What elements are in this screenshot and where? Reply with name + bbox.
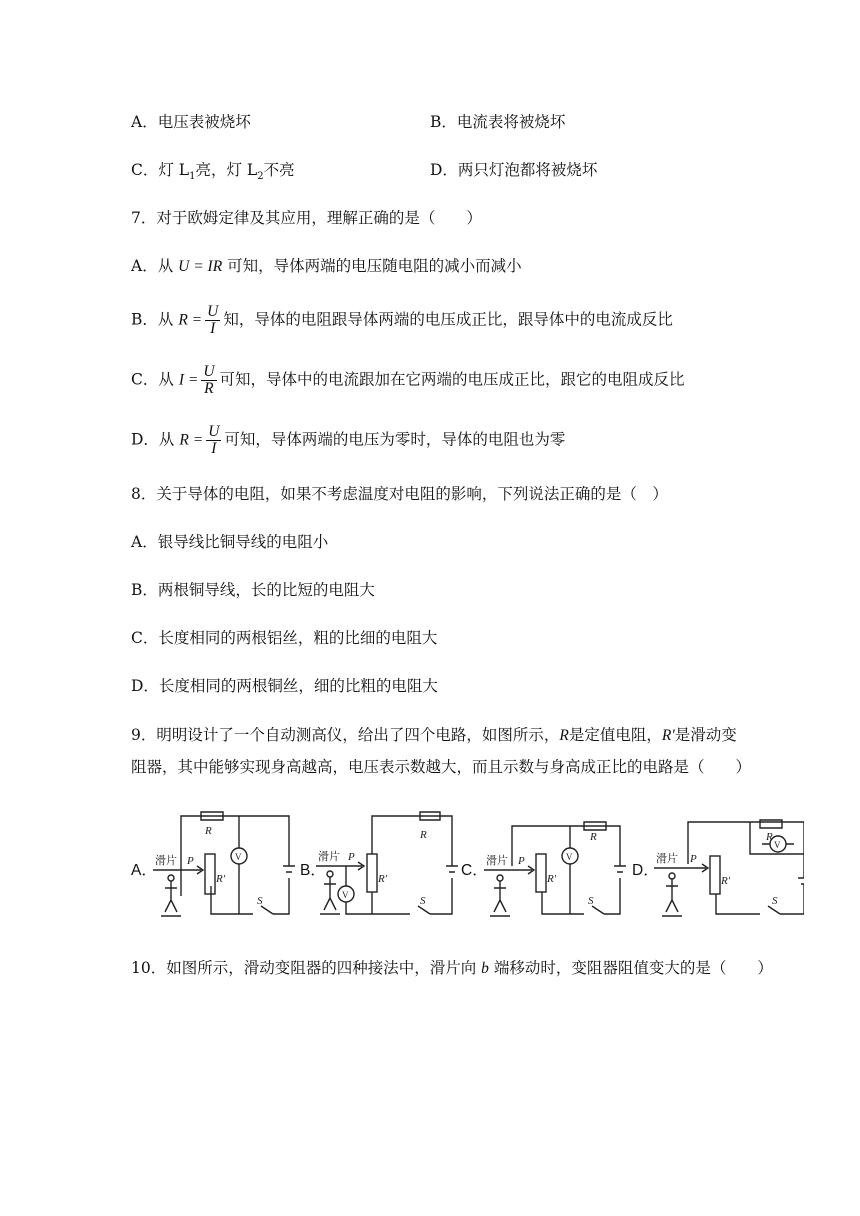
- svg-text:R′: R′: [721, 875, 731, 887]
- svg-text:R′: R′: [378, 873, 388, 885]
- svg-text:滑片: 滑片: [318, 851, 340, 863]
- svg-text:P: P: [348, 851, 355, 863]
- q6-option-a: A．电压表被烧坏: [131, 113, 251, 131]
- svg-text:V: V: [566, 852, 573, 862]
- fraction-u-over-i: $\frac{U}{I}$: [207, 303, 219, 337]
- q9-circuit-b: [316, 808, 466, 923]
- q9-circuit-d: [654, 808, 804, 923]
- q9-circuit-label-b: B．: [300, 862, 326, 879]
- voltmeter-label: V: [235, 852, 242, 862]
- resistor-r-label: R: [205, 825, 212, 837]
- q8-stem: 8．关于导体的电阻，如果不考虑温度对电阻的影响，下列说法正确的是（ ）: [131, 485, 668, 503]
- rheostat-label: R′: [216, 873, 226, 885]
- q9-circuit-label-c: C．: [461, 862, 488, 879]
- q9-circuit-label-d: D．: [632, 862, 659, 879]
- svg-text:滑片: 滑片: [486, 855, 508, 867]
- svg-text:V: V: [342, 890, 349, 900]
- q7-option-c: C．从 I = $\frac{U}{R}$ 可知，导体中的电流跟加在它两端的电压成正比，跟它的电阻成反比: [131, 363, 685, 397]
- q8-option-a: A．银导线比铜导线的电阻小: [131, 533, 329, 551]
- fraction-u-over-r: $\frac{U}{R}$: [203, 363, 215, 397]
- slider-p-label: P: [187, 855, 194, 867]
- formula-u-ir: U = IR: [178, 258, 223, 275]
- q7-stem: 7．对于欧姆定律及其应用，理解正确的是（ ）: [131, 209, 482, 227]
- slider-label: 滑片: [155, 855, 177, 867]
- svg-text:R: R: [590, 831, 597, 843]
- svg-text:P: P: [518, 855, 525, 867]
- q6-option-b: B．电流表将被烧坏: [430, 113, 566, 131]
- svg-text:R: R: [766, 831, 773, 843]
- q6-option-d: D．两只灯泡都将被烧坏: [430, 161, 598, 179]
- q6-option-c: C．灯 $L_1$亮，灯 $L_2$不亮: [131, 161, 295, 183]
- svg-text:R′: R′: [547, 873, 557, 885]
- q8-option-b: B．两根铜导线，长的比短的电阻大: [131, 581, 375, 599]
- q9-circuit-a: [153, 808, 303, 923]
- svg-text:V: V: [774, 840, 781, 850]
- svg-text:R: R: [420, 829, 427, 841]
- switch-label: S: [257, 895, 263, 907]
- svg-text:滑片: 滑片: [656, 853, 678, 865]
- q8-option-d: D．长度相同的两根铜丝，细的比粗的电阻大: [131, 677, 438, 695]
- q8-option-c: C．长度相同的两根铝丝，粗的比细的电阻大: [131, 629, 438, 647]
- svg-text:S: S: [588, 895, 594, 907]
- q7-option-d: D．从 R = $\frac{U}{I}$ 可知，导体两端的电压为零时，导体的电阻也为零: [131, 423, 566, 457]
- q9-stem-line1: 9．明明设计了一个自动测高仪，给出了四个电路，如图所示，R是定值电阻，R′是滑动变: [131, 726, 737, 744]
- fraction-u-over-i: $\frac{U}{I}$: [208, 423, 220, 457]
- svg-text:S: S: [772, 895, 778, 907]
- q7-option-a: A．从 U = IR 可知，导体两端的电压随电阻的减小而减小: [131, 257, 522, 275]
- q10-stem: 10．如图所示，滑动变阻器的四种接法中，滑片向 b 端移动时，变阻器阻值变大的是（ ）: [131, 959, 773, 977]
- q9-circuit-c: [484, 808, 634, 923]
- svg-text:P: P: [690, 853, 697, 865]
- q7-option-b: B．从 R = $\frac{U}{I}$ 知，导体的电阻跟导体两端的电压成正比，跟导体中的电流成反比: [131, 303, 673, 337]
- svg-text:S: S: [420, 895, 426, 907]
- q9-circuit-label-a: A．: [131, 862, 157, 879]
- q9-stem-line2: 阻器，其中能够实现身高越高，电压表示数越大，而且示数与身高成正比的电路是（ ）: [131, 758, 752, 776]
